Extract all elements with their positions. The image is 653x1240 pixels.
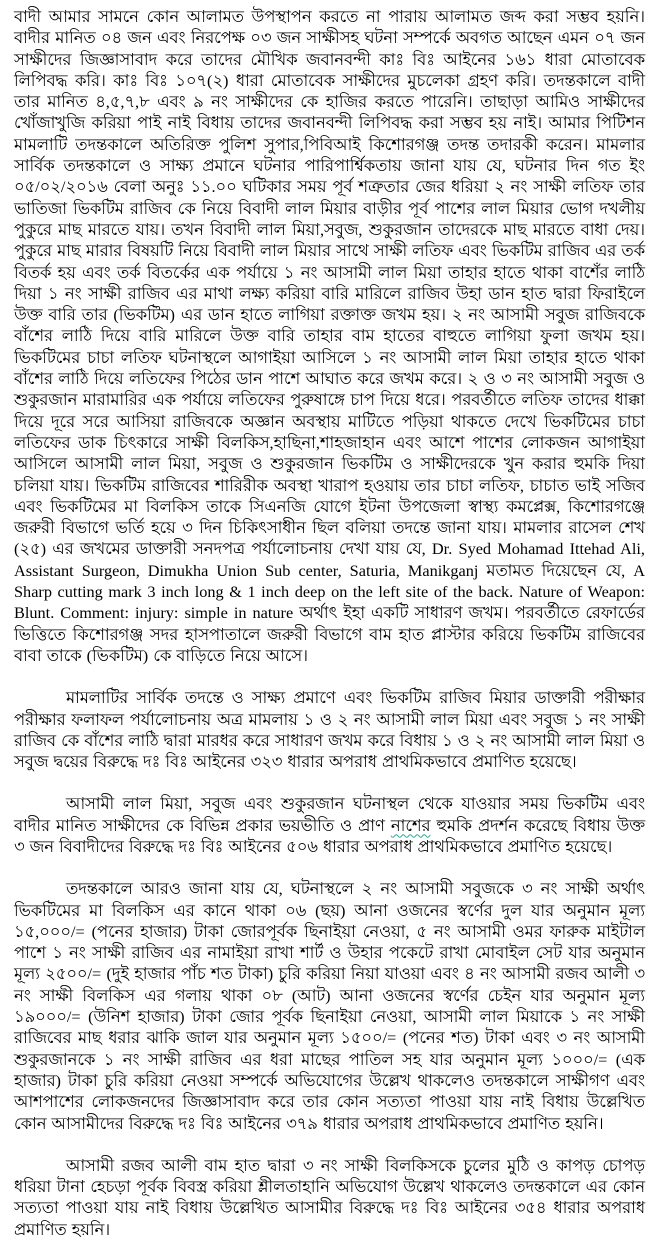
paragraph-section-354-finding: আসামী রজব আলী বাম হাত দ্বারা ৩ নং সাক্ষী বিলকিসকে চুলের মুঠি ও কাপড় চোপড় ধরিয়া টানা হেচড়া পূর্বক বিবস্ত্র করিয়া শ্লীলতাহানি অভিযোগ উল্লেখ থাকলেও তদন্তকালে এর কোন সত্যতা পাওয়া যায় নাই বিধায় উল্লেখিত আসামীর বিরুদ্ধে দঃ বিঃ আইনের ৩৫৪ ধারার অপরাধ প্রমাণিত হয়নি। xyxy=(14,1155,645,1239)
paragraph-section-506-finding xyxy=(14,793,645,857)
paragraph-section-506-text-before: আসামী লাল মিয়া, সবুজ এবং শুকুরজান ঘটনাস্থল থেকে যাওয়ার সময় ভিকটিম এবং বাদীর মানিত সাক্ষীদের কে বিভিন্ন প্রকার ভয়ভীতি ও প্রাণ xyxy=(14,794,645,835)
spellcheck-flagged-word: নাশের xyxy=(390,815,431,835)
paragraph-section-379-finding: তদন্তকালে আরও জানা যায় যে, ঘটনাস্থলে ২ নং আসামী সবুজকে ৩ নং সাক্ষী অর্থাৎ ভিকটিমের মা বিলকিস এর কানে থাকা ০৬ (ছয়) আনা ওজনের স্বর্ণের দুল যার অনুমান মূল্য ১৫,০০০/= (পনের হাজার) টাকা জোরপূর্বক ছিনাইয়া নেওয়া, ৫ নং আসামী ওমর ফারুক মাইটাল পাশে ১ নং সাক্ষী রাজিব এর নামাইয়া রাখা শার্ট ও উহার পকেটে রাখা মোবাইল সেট যার অনুমান মূল্য ২৫০০/= (দুই হাজার পাঁচ শত টাকা) চুরি করিয়া নিয়া যাওয়া এবং ৪ নং আসামী রজব আলী ৩ নং সাক্ষী বিলকিস এর গলায় থাকা ০৮ (আট) আনা ওজনের স্বর্ণের চেইন যার অনুমান মূল্য ১৯০০০/= (উনিশ হাজার) টাকা জোর পূর্বক ছিনাইয়া নেওয়া, আসামী লাল মিয়াকে ১ নং সাক্ষী রাজিবের মাছ ধরার ঝাকি জাল যার অনুমান মূল্য ১৫০০/= (পনের শত) টাকা এবং ৩ নং আসামী শুকুরজানকে ১ নং সাক্ষী রাজিব এর ধরা মাছের পাতিল সহ যার অনুমান মূল্য ১০০০/= (এক হাজার) টাকা চুরি করিয়া নেওয়া সম্পর্কে অভিযোগের উল্লেখ থাকলেও তদন্তকালে সাক্ষীগণ এবং আশপাশের লোকজনদের জিজ্ঞাসাবাদ করে তার কোন সত্যতা পাওয়া যায় নাই বিধায় উল্লেখিত কোন আসামীদের বিরুদ্ধে দঃ বিঃ আইনের ৩৭৯ ধারার অপরাধ প্রাথমিকভাবে প্রমাণিত হয়নি। xyxy=(14,879,645,1133)
paragraph-investigation-summary: বাদী আমার সামনে কোন আলামত উপস্থাপন করতে না পারায় আলামত জব্দ করা সম্ভব হয়নি। বাদীর মানিত ০৪ জন এবং নিরপেক্ষ ০৩ জন সাক্ষীসহ ঘটনা সম্পর্কে অবগত আছেন এমন ০৭ জন সাক্ষীদের জিজ্ঞাসাবাদ করে তাদের মৌখিক জবানবন্দী কাঃ বিঃ আইনের ১৬১ ধারা মোতাবেক লিপিবদ্ধ করি। কাঃ বিঃ ১০৭(২) ধারা মোতাবেক সাক্ষীদের মুচলেকা গ্রহণ করি। তদন্তকালে বাদী তার মানিত ৪,৫,৭,৮ এবং ৯ নং সাক্ষীদের কে হাজির করতে পারেনি। তাছাড়া আমিও সাক্ষীদের খোঁজাখুজি করিয়া পাই নাই বিধায় তাদের জবানবন্দী লিপিবদ্ধ করা সম্ভব হয় নাই। আমার পিটিশন মামলাটি তদন্তকালে অতিরিক্ত পুলিশ সুপার,পিবিআই কিশোরগঞ্জ তদন্ত তদারকী করেন। মামলার সার্বিক তদন্তকালে ও সাক্ষ্য প্রমানে ঘটনার পারিপার্শ্বিকতায় জানা যায় যে, ঘটনার দিন গত ইং ০৫/০২/২০১৬ বেলা অনুঃ ১১.০০ ঘটিকার সময় পূর্ব শত্রুতার জের ধরিয়া ২ নং সাক্ষী লতিফ তার ভাতিজা ভিকটিম রাজিব কে নিয়ে বিবাদী লাল মিয়ার বাড়ীর পূর্ব পাশের লাল মিয়ার ভোগ দখলীয় পুকুরে মাছ মারতে যায়। তখন বিবাদী লাল মিয়া,সবুজ, শুকুরজান তাদেরকে মাছ মারতে বাধা দেয়। পুকুরে মাছ মারার বিষয়টি নিয়ে বিবাদী লাল মিয়ার সাথে সাক্ষী লতিফ এবং ভিকটিম রাজিব এর তর্ক বিতর্ক হয় এবং তর্ক বিতর্কের এক পর্যায়ে ১ নং আসামী লাল মিয়া তাহার হাতে থাকা বাশেঁর লাঠি দিয়া ১ নং সাক্ষী রাজিব এর মাথা লক্ষ্য করিয়া বারি মারিলে রাজিব উহা ডান হাত দ্বারা ফিরাইলে উক্ত বারি তার (ভিকটিম) এর ডান হাতে লাগিয়া রক্তাক্ত জখম হয়। ২ নং আসামী সবুজ রাজিবকে বাঁশের লাঠি দিয়ে বারি মারিলে উক্ত বারি তাহার বাম হাতের বাহুতে লাগিয়া ফুলা জখম হয়। ভিকটিমের চাচা লতিফ ঘটনাস্থলে আগাইয়া আসিলে ১ নং আসামী লাল মিয়া তাহার হাতে থাকা বাঁশের লাঠি দিয়ে লতিফের পিঠের ডান পাশে আঘাত করে জখম করে। ২ ও ৩ নং আসামী সবুজ ও শুকুরজান মারামারির এক পর্যায়ে লতিফের পুরুষাঙ্গে চাপ দিয়ে ধরে। পরবর্তীতে লতিফ তাদের ধাক্কা দিয়ে দূরে সরে আসিয়া রাজিবকে অজ্ঞান অবস্থায় মাটিতে পড়িয়া থাকতে দেখে ভিকটিমের চাচা লতিফের ডাক চিৎকারে সাক্ষী বিলকিস,হাছিনা,শাহজাহান এবং আশে পাশের লোকজন আগাইয়া আসিলে আসামী লাল মিয়া, সবুজ ও শুকুরজান ভিকটিম ও সাক্ষীদেরকে খুন করার হুমকি দিয়া চলিয়া যায়। ভিকটিম রাজিবের শারিরীক অবস্থা খারাপ হওয়ায় তার চাচা লতিফ, চাচাত ভাই সজিব এবং ভিকটিমের মা বিলকিস তাকে সিএনজি যোগে ইটনা উপজেলা স্বাস্থ্য কমপ্লেক্স, কিশোরগঞ্জে জরুরী বিভাগে ভর্তি হয়ে ৩ দিন চিকিৎসাধীন ছিল বলিয়া তদন্তে জানা যায়। মামলার রাসেল শেখ (২৫) এর জখমের ডাক্তারী সনদপত্র পর্যালোচনায় দেখা যায় যে, Dr. Syed Mohamad Ittehad Ali, Assistant Surgeon, Dimukha Union Sub center, Saturia, Manikganj মতামত দিয়েছেন যে, A Sharp cutting mark 3 inch long & 1 inch deep on the left site of the back. Nature of Weapon: Blunt. Comment: injury: simple in nature অর্থাৎ ইহা একটি সাধারণ জখম। পরবর্তীতে রেফার্ডের ভিত্তিতে কিশোরগঞ্জ সদর হাসপাতালে জরুরী বিভাগে বাম হাত প্লাস্টার করিয়ে ভিকটিম রাজিবের বাবা তাকে (ভিকটিম) কে বাড়িতে নিয়ে আসে। xyxy=(14,7,645,665)
paragraph-section-506-text-after: হুমকি প্রদর্শন করেছে বিধায় উক্ত ৩ জন বিবাদীদের বিরুদ্ধে দঃ বিঃ আইনের ৫০৬ ধারার অপরাধ প্রাথমিকভাবে প্রমাণিত হয়েছে। xyxy=(14,815,645,856)
paragraph-section-323-finding: মামলাটির সার্বিক তদন্তে ও সাক্ষ্য প্রমাণে এবং ভিকটিম রাজিব মিয়ার ডাক্তারী পরীক্ষার পরীক্ষার ফলাফল পর্যালোচনায় অত্র মামলায় ১ ও ২ নং আসামী লাল মিয়া এবং সবুজ ১ নং সাক্ষী রাজিব কে বাঁশের লাঠি দ্বারা মারধর করে সাধারণ জখম করে বিধায় ১ ও ২ নং আসামী লাল মিয়া ও সবুজ দ্বয়ের বিরুদ্ধে দঃ বিঃ আইনের ৩২৩ ধারার অপরাধ প্রাথমিকভাবে প্রমাণিত হয়েছে। xyxy=(14,688,645,772)
